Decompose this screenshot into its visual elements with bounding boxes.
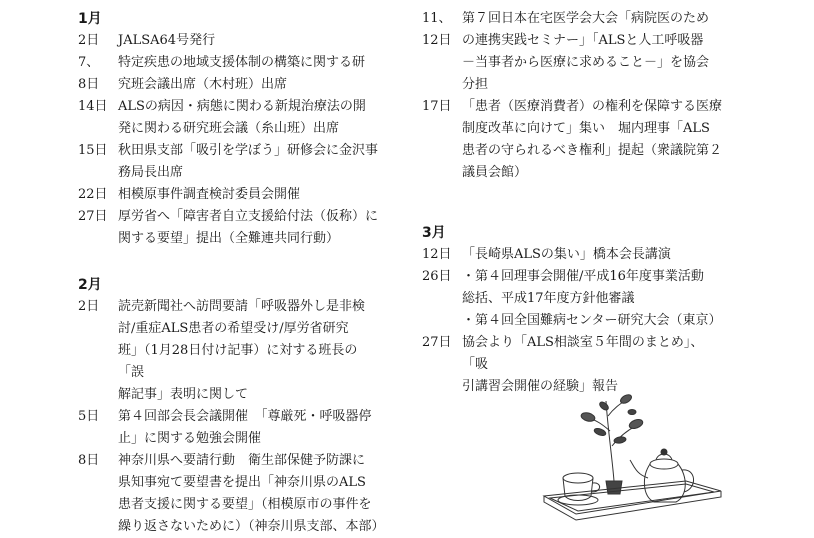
entry-text bbox=[462, 266, 722, 332]
schedule-entry bbox=[78, 406, 378, 450]
entry-line: 総括、平成17年度方針他審議 bbox=[462, 291, 635, 306]
entry-text bbox=[118, 206, 378, 250]
entry-line: JALSA64号発行 bbox=[118, 33, 216, 48]
entry-date: 27日 bbox=[78, 209, 108, 224]
schedule-entry bbox=[422, 266, 722, 332]
entry-text bbox=[118, 450, 385, 538]
tea-tray-illustration bbox=[536, 386, 726, 526]
schedule-entry bbox=[422, 8, 722, 30]
entry-text bbox=[118, 140, 378, 184]
entry-line: 患者支援に関する要望」（相模原市の事件を bbox=[118, 497, 372, 512]
entry-line: 患者の守られるべき権利」提起（衆議院第２ bbox=[462, 143, 723, 158]
entry-line: 繰り返さないために）（神奈川県支部、本部） bbox=[118, 519, 385, 534]
schedule-entry bbox=[78, 206, 378, 250]
entry-date: 27日 bbox=[422, 335, 452, 350]
entry-line: 秋田県支部「吸引を学ぼう」研修会に金沢事 bbox=[118, 143, 379, 158]
entry-date: 7、 bbox=[78, 55, 100, 70]
entry-date: 26日 bbox=[422, 269, 452, 284]
schedule-entry bbox=[78, 296, 378, 406]
entry-date: 12日 bbox=[422, 33, 452, 48]
entry-date: 12日 bbox=[422, 247, 452, 262]
schedule-entry bbox=[422, 96, 722, 184]
january-entries bbox=[78, 30, 378, 250]
march-entries bbox=[422, 244, 722, 398]
schedule-entry bbox=[78, 184, 378, 206]
entry-text bbox=[462, 8, 722, 30]
entry-line: 相模原事件調査検討委員会開催 bbox=[118, 187, 301, 202]
entry-line: 協会より「ALS相談室５年間のまとめ」、「吸 bbox=[462, 335, 704, 372]
entry-line: 読売新聞社へ訪問要請「呼吸器外し是非検 bbox=[118, 299, 366, 314]
schedule-entry bbox=[78, 96, 378, 140]
entry-line: 分担 bbox=[462, 77, 489, 92]
entry-line: ・第４回理事会開催/平成16年度事業活動 bbox=[462, 269, 704, 284]
entry-line: 止」に関する勉強会開催 bbox=[118, 431, 262, 446]
entry-date: 17日 bbox=[422, 99, 452, 114]
right-column bbox=[422, 8, 722, 398]
entry-line: 第７回日本在宅医学会大会「病院医のため bbox=[462, 11, 710, 26]
entry-text bbox=[118, 30, 378, 52]
entry-text bbox=[118, 184, 378, 206]
entry-text bbox=[118, 74, 378, 96]
entry-date: 8日 bbox=[78, 77, 100, 92]
entry-line: 関する要望」提出（全難連共同行動） bbox=[118, 231, 340, 246]
entry-text bbox=[118, 406, 378, 450]
entry-line: 「患者（医療消費者）の権利を保障する医療 bbox=[462, 99, 723, 114]
month-heading-february: 2月 bbox=[78, 277, 102, 293]
entry-line: 解記事」表明に関して bbox=[118, 387, 249, 402]
entry-line: 務局長出席 bbox=[118, 165, 184, 180]
entry-text bbox=[118, 296, 378, 406]
month-heading-march: 3月 bbox=[422, 225, 446, 241]
entry-date: 15日 bbox=[78, 143, 108, 158]
entry-line: 発に関わる研究班会議（糸山班）出席 bbox=[118, 121, 340, 136]
entry-line: －当事者から医療に求めること－」を協会 bbox=[462, 55, 710, 70]
entry-text bbox=[118, 96, 378, 140]
schedule-entry bbox=[422, 244, 722, 266]
schedule-entry bbox=[78, 450, 385, 538]
entry-line: ・第４回全国難病センター研究大会（東京） bbox=[462, 313, 722, 328]
entry-text bbox=[462, 96, 722, 184]
schedule-entry bbox=[78, 140, 378, 184]
entry-line: 班」（1月28日付け記事）に対する班長の「誤 bbox=[118, 343, 358, 380]
schedule-entry bbox=[422, 30, 722, 96]
january-continued-entries bbox=[422, 8, 722, 184]
schedule-entry bbox=[78, 30, 378, 52]
entry-date: 8日 bbox=[78, 453, 100, 468]
left-column bbox=[78, 8, 385, 538]
entry-line: 究班会議出席（木村班）出席 bbox=[118, 77, 288, 92]
entry-line: 第４回部会長会議開催 「尊厳死・呼吸器停 bbox=[118, 409, 372, 424]
entry-text bbox=[118, 52, 378, 74]
entry-date: 5日 bbox=[78, 409, 100, 424]
entry-line: ALSの病因・病態に関わる新規治療法の開 bbox=[118, 99, 366, 114]
month-heading-january: 1月 bbox=[78, 11, 102, 27]
entry-line: 特定疾患の地域支援体制の構築に関する研 bbox=[118, 55, 366, 70]
entry-line: 厚労省へ「障害者自立支援給付法（仮称）に bbox=[118, 209, 379, 224]
entry-line: 神奈川県へ要請行動 衛生部保健予防課に bbox=[118, 453, 366, 468]
entry-line: の連携実践セミナー」「ALSと人工呼吸器 bbox=[462, 33, 704, 48]
entry-date: 11、 bbox=[422, 11, 452, 26]
entry-line: 引講習会開催の経験」報告 bbox=[462, 379, 619, 394]
schedule-entry bbox=[78, 74, 378, 96]
entry-text bbox=[462, 244, 722, 266]
entry-date: 14日 bbox=[78, 99, 108, 114]
entry-line: 県知事宛て要望書を提出「神奈川県のALS bbox=[118, 475, 366, 490]
entry-line: 討/重症ALS患者の希望受け/厚労省研究 bbox=[118, 321, 349, 336]
entry-line: 議員会館） bbox=[462, 165, 528, 180]
entry-date: 2日 bbox=[78, 33, 100, 48]
entry-date: 2日 bbox=[78, 299, 100, 314]
entry-text bbox=[462, 30, 722, 96]
entry-date: 22日 bbox=[78, 187, 108, 202]
entry-line: 「長崎県ALSの集い」橋本会長講演 bbox=[462, 247, 671, 262]
schedule-entry bbox=[78, 52, 378, 74]
february-entries bbox=[78, 296, 385, 538]
entry-line: 制度改革に向けて」集い 堀内理事「ALS bbox=[462, 121, 710, 136]
